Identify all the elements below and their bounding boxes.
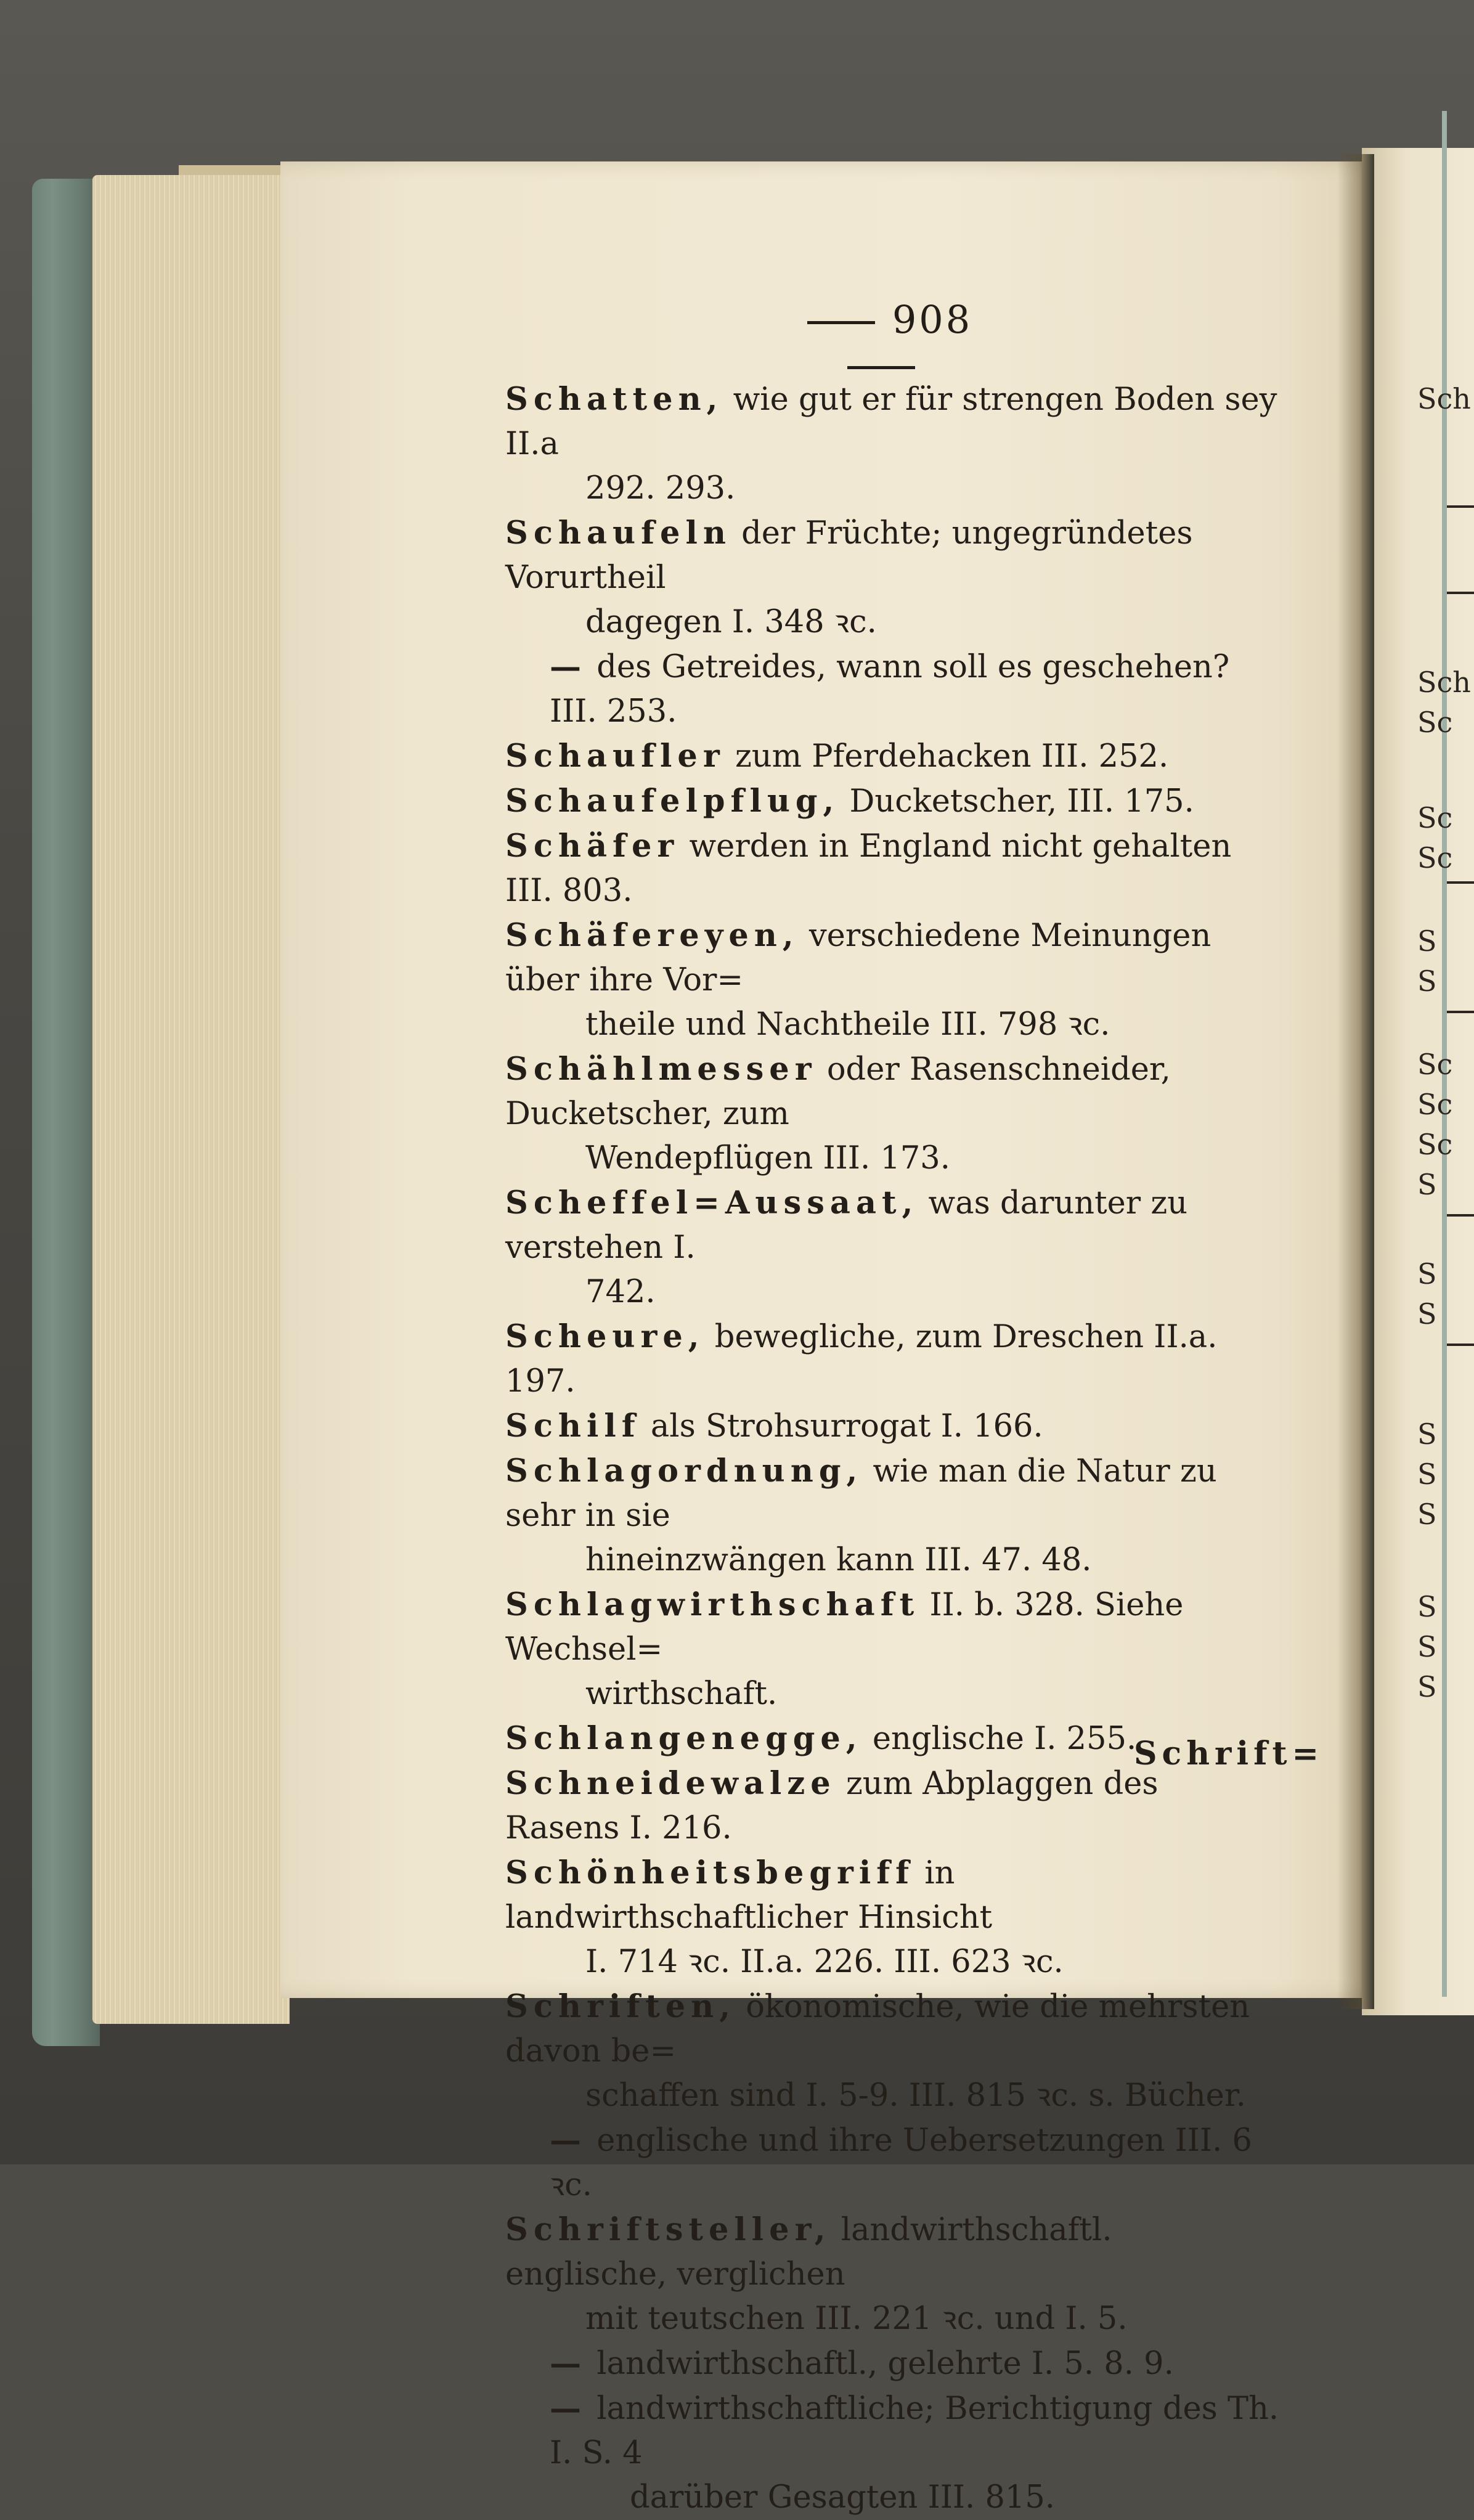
facing-page-glyph: S [1417, 1297, 1437, 1331]
book-gutter [1337, 154, 1374, 2009]
facing-page-glyph: S [1417, 1498, 1437, 1531]
index-entries [505, 377, 1282, 2520]
facing-page-glyph: S [1417, 964, 1437, 998]
entry-text: landwirthschaftliche; Berichtigung des Th. I. S. 4 [550, 2391, 1279, 2471]
entry-headword: Schlagwirthschaft [505, 1586, 920, 1623]
entry-headword: — [550, 2390, 587, 2427]
index-entry [505, 1404, 1282, 1449]
entry-headword: — [550, 2122, 587, 2159]
entry-continuation: schaffen sind I. 5-9. III. 815 ꝛc. s. Bücher. [585, 2078, 1246, 2114]
index-entry [505, 734, 1282, 779]
entry-continuation: darüber Gesagten III. 815. [630, 2479, 1055, 2516]
folio-dash-left [807, 321, 875, 324]
entry-text: landwirthschaftl. englische, verglichen [505, 2212, 1112, 2293]
entry-text: zum Abplaggen des Rasens I. 216. [505, 1766, 1158, 1846]
entry-continuation: I. 714 ꝛc. II.a. 226. III. 623 ꝛc. [585, 1944, 1064, 1980]
entry-headword: Schilf [505, 1408, 641, 1445]
index-entry [505, 779, 1282, 824]
entry-headword: Schriftsteller, [505, 2211, 831, 2248]
entry-continuation: wirthschaft. [585, 1676, 778, 1712]
entry-headword: Schaufler [505, 738, 725, 775]
right-page [1362, 148, 1474, 2015]
entry-continuation: hineinzwängen kann III. 47. 48. [585, 1542, 1092, 1578]
entry-text: in landwirthschaftlicher Hinsicht [505, 1855, 993, 1936]
entry-headword: Schlagordnung, [505, 1453, 863, 1490]
index-entry [505, 2341, 1282, 2386]
index-entry [505, 1047, 1282, 1181]
entry-text: wie gut er für strengen Boden sey II.a [505, 381, 1277, 462]
facing-page-glyph: S [1417, 1630, 1437, 1663]
entry-headword: Schatten, [505, 381, 723, 418]
index-entry [505, 2386, 1282, 2520]
entry-continuation: mit teutschen III. 221 ꝛc. und I. 5. [585, 2301, 1128, 2337]
index-entry [505, 511, 1282, 645]
index-entry [505, 824, 1282, 913]
facing-page-glyph: S [1417, 1168, 1437, 1201]
entry-text: oder Rasenschneider, Ducketscher, zum [505, 1051, 1171, 1132]
facing-page-glyph: S [1417, 1590, 1437, 1623]
index-entry [505, 2208, 1282, 2341]
entry-text: bewegliche, zum Dreschen II.a. 197. [505, 1319, 1218, 1400]
entry-text: was darunter zu verstehen I. [505, 1185, 1188, 1266]
entry-headword: Schaufelpflug, [505, 783, 840, 820]
entry-text: als Strohsurrogat I. 166. [650, 1408, 1043, 1445]
entry-text: englische und ihre Uebersetzungen III. 6 ꝛc. [550, 2122, 1252, 2203]
index-entry [505, 913, 1282, 1047]
entry-text: der Früchte; ungegründetes Vorurtheil [505, 515, 1193, 596]
entry-headword: Schlangenegge, [505, 1720, 863, 1757]
facing-page-dash [1447, 1214, 1474, 1217]
facing-page-dash [1447, 881, 1474, 884]
index-entry [505, 1181, 1282, 1315]
entry-headword: — [550, 2345, 587, 2382]
entry-headword: — [550, 648, 587, 685]
index-entry [505, 2118, 1282, 2208]
facing-page-glyph: S [1417, 1257, 1437, 1291]
index-entry [505, 1449, 1282, 1583]
entry-text: zum Pferdehacken III. 252. [735, 738, 1169, 775]
index-entry [505, 1761, 1282, 1851]
book-cover-edge [32, 179, 100, 2046]
index-entry [505, 1984, 1282, 2118]
facing-page-dash [1447, 505, 1474, 508]
index-entry [505, 1851, 1282, 1984]
entry-headword: Scheffel=Aussaat, [505, 1185, 919, 1221]
entry-headword: Schäfer [505, 828, 680, 865]
entry-text: verschiedene Meinungen über ihre Vor= [505, 918, 1211, 998]
facing-page-glyph: Sch [1417, 382, 1471, 415]
entry-continuation: 742. [585, 1274, 656, 1310]
entry-headword: Schönheitsbegriff [505, 1854, 915, 1891]
facing-page-glyph: Sc [1417, 706, 1453, 739]
entry-headword: Schaufeln [505, 515, 731, 552]
entry-text: wie man die Natur zu sehr in sie [505, 1453, 1217, 1534]
entry-headword: Schäfereyen, [505, 917, 799, 954]
entry-headword: Schneidewalze [505, 1765, 836, 1802]
facing-page-glyph: Sc [1417, 1128, 1453, 1161]
facing-page-glyph: S [1417, 924, 1437, 958]
index-entry [505, 1315, 1282, 1404]
page-block-edges [92, 175, 290, 2024]
facing-page-glyph: S [1417, 1670, 1437, 1703]
index-entry [505, 377, 1282, 511]
entry-text: werden in England nicht gehalten III. 803. [505, 828, 1232, 909]
facing-page-dash [1447, 592, 1474, 594]
facing-page-glyph: Sc [1417, 1048, 1453, 1081]
facing-page-dash [1447, 1344, 1474, 1346]
folio-dash-right [847, 366, 915, 369]
entry-continuation: theile und Nachtheile III. 798 ꝛc. [585, 1006, 1110, 1043]
entry-text: englische I. 255. [872, 1721, 1137, 1757]
entry-text: ökonomische, wie die mehrsten davon be= [505, 1989, 1250, 2069]
catchword: Schrift= [1134, 1735, 1324, 1772]
entry-continuation: 292. 293. [585, 470, 736, 507]
page-number-header [739, 297, 1023, 387]
entry-text: des Getreides, wann soll es geschehen? III. 253. [550, 649, 1230, 730]
index-entry [505, 1583, 1282, 1716]
entry-headword: Schählmesser [505, 1051, 817, 1088]
facing-page-glyph: Sc [1417, 841, 1453, 875]
facing-page-glyph: S [1417, 1458, 1437, 1491]
facing-page-glyph: S [1417, 1417, 1437, 1451]
entry-text: landwirthschaftl., gelehrte I. 5. 8. 9. [597, 2346, 1174, 2382]
facing-page-dash [1447, 1011, 1474, 1013]
facing-page-glyph: Sc [1417, 801, 1453, 834]
page-number: 908 [892, 297, 973, 342]
facing-page-glyph: Sc [1417, 1088, 1453, 1121]
entry-headword: Scheure, [505, 1318, 705, 1355]
index-entry [505, 645, 1282, 734]
entry-continuation: Wendepflügen III. 173. [585, 1140, 950, 1176]
facing-page-glyph: Sch [1417, 666, 1471, 699]
entry-continuation: dagegen I. 348 ꝛc. [585, 604, 877, 640]
entry-headword: Schriften, [505, 1988, 736, 2025]
entry-text: Ducketscher, III. 175. [849, 783, 1194, 820]
entry-text: II. b. 328. Siehe Wechsel= [505, 1587, 1184, 1668]
